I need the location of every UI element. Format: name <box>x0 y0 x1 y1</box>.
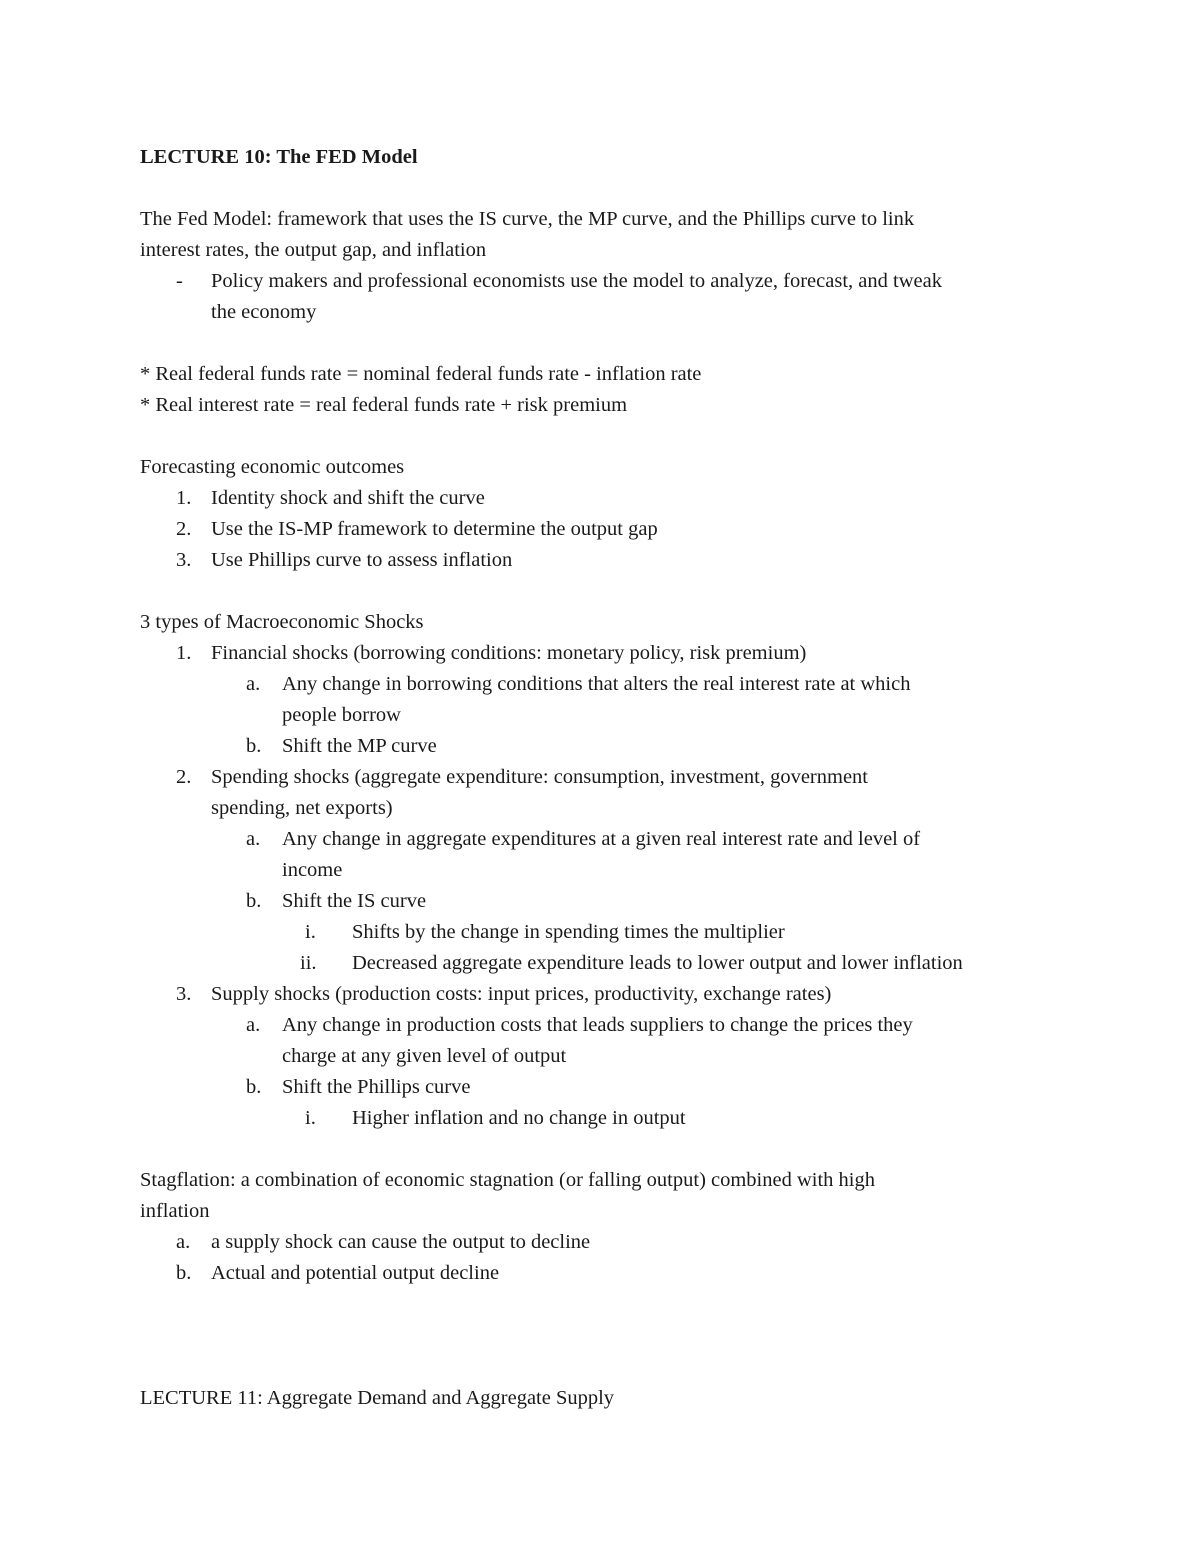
dash-bullet-line-2: the economy <box>211 301 317 323</box>
list-item: a supply shock can cause the output to decline <box>211 1231 591 1253</box>
financial-shocks-item: Financial shocks (borrowing conditions: monetary policy, risk premium) <box>211 642 807 664</box>
list-item-marker: b. <box>246 890 262 912</box>
financial-shocks-sub-a-line-1: Any change in borrowing conditions that alters the real interest rate at which <box>282 673 911 695</box>
dash-bullet-line-1: Policy makers and professional economists use the model to analyze, forecast, and tweak <box>211 270 942 292</box>
list-item-marker: i. <box>305 1107 316 1129</box>
supply-shocks-sub-b: Shift the Phillips curve <box>282 1076 471 1098</box>
list-item-marker: a. <box>176 1231 191 1253</box>
lecture-11-title: LECTURE 11: Aggregate Demand and Aggregate Supply <box>140 1387 615 1409</box>
supply-shocks-sub-b-i: Higher inflation and no change in output <box>352 1107 686 1129</box>
spending-shocks-sub-b-i: Shifts by the change in spending times the multiplier <box>352 921 785 943</box>
spending-shocks-line-2: spending, net exports) <box>211 797 393 819</box>
financial-shocks-sub-b: Shift the MP curve <box>282 735 437 757</box>
financial-shocks-sub-a-line-2: people borrow <box>282 704 401 726</box>
list-item-marker: a. <box>246 828 261 850</box>
fed-model-definition-line-2: interest rates, the output gap, and inflation <box>140 239 487 261</box>
supply-shocks-sub-a-line-1: Any change in production costs that leads suppliers to change the prices they <box>282 1014 913 1036</box>
list-item-marker: 1. <box>176 487 192 509</box>
list-item: Actual and potential output decline <box>211 1262 500 1284</box>
list-item-marker: a. <box>246 673 261 695</box>
list-item-marker: a. <box>246 1014 261 1036</box>
list-item-marker: b. <box>246 1076 262 1098</box>
spending-shocks-sub-b-ii: Decreased aggregate expenditure leads to lower output and lower inflation <box>352 952 963 974</box>
list-item-marker: 2. <box>176 766 192 788</box>
list-item-marker: 3. <box>176 983 192 1005</box>
spending-shocks-sub-a-line-1: Any change in aggregate expenditures at a given real interest rate and level of <box>282 828 921 850</box>
list-item-marker: b. <box>246 735 262 757</box>
supply-shocks-sub-a-line-2: charge at any given level of output <box>282 1045 567 1067</box>
stagflation-line-1: Stagflation: a combination of economic stagnation (or falling output) combined with high <box>140 1169 875 1191</box>
list-item-marker: 2. <box>176 518 192 540</box>
supply-shocks-item: Supply shocks (production costs: input prices, productivity, exchange rates) <box>211 983 832 1005</box>
list-item-marker: 3. <box>176 549 192 571</box>
forecasting-heading: Forecasting economic outcomes <box>140 456 405 478</box>
lecture-10-title: LECTURE 10: The FED Model <box>140 146 418 168</box>
list-item-marker: i. <box>305 921 316 943</box>
spending-shocks-sub-b: Shift the IS curve <box>282 890 427 912</box>
spending-shocks-line-1: Spending shocks (aggregate expenditure: consumption, investment, government <box>211 766 868 788</box>
dash-bullet-marker: - <box>176 270 183 292</box>
list-item: Use Phillips curve to assess inflation <box>211 549 513 571</box>
list-item-marker: ii. <box>300 952 317 974</box>
list-item: Identity shock and shift the curve <box>211 487 485 509</box>
list-item: Use the IS-MP framework to determine the output gap <box>211 518 658 540</box>
list-item-marker: 1. <box>176 642 192 664</box>
shocks-heading: 3 types of Macroeconomic Shocks <box>140 611 424 633</box>
list-item-marker: b. <box>176 1262 192 1284</box>
fed-model-definition-line-1: The Fed Model: framework that uses the IS curve, the MP curve, and the Phillips curve to link <box>140 208 915 230</box>
spending-shocks-sub-a-line-2: income <box>282 859 343 881</box>
formula-real-interest-rate: * Real interest rate = real federal funds rate + risk premium <box>140 394 628 416</box>
formula-real-federal-funds-rate: * Real federal funds rate = nominal federal funds rate - inflation rate <box>140 363 702 385</box>
stagflation-line-2: inflation <box>140 1200 210 1222</box>
